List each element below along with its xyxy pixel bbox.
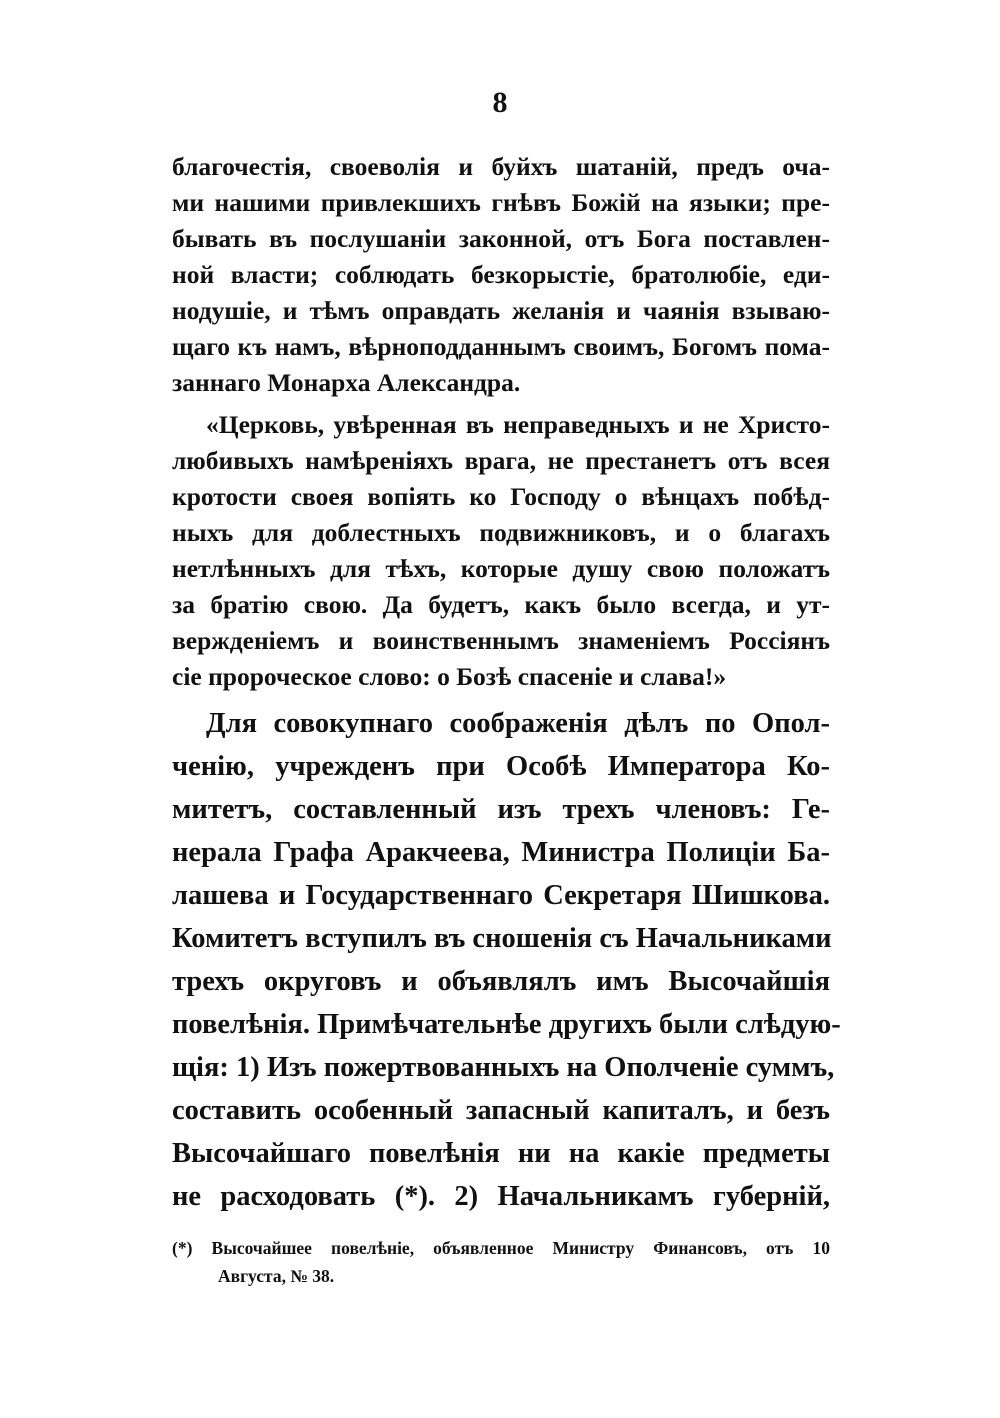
text-line: благочестія, своеволія и буйхъ шатаній, предъ оча-	[172, 152, 830, 181]
text-line: щія: 1) Изъ пожертвованныхъ на Ополченіе суммъ,	[172, 1052, 835, 1083]
text-line: ной власти; соблюдать безкорыстіе, братолюбіе, еди-	[172, 260, 830, 289]
text-line: любивыхъ намѣреніяхъ врага, не престанетъ отъ всея	[172, 446, 830, 475]
text-line: нодушіе, и тѣмъ оправдать желанія и чаянія взываю-	[172, 296, 830, 325]
text-line: бывать въ послушаніи законной, отъ Бога поставлен-	[172, 224, 830, 253]
text-line: не расходовать (*). 2) Начальникамъ губерній,	[172, 1181, 830, 1212]
text-line: за братію свою. Да будетъ, какъ было всегда, и ут-	[172, 590, 830, 619]
text-line: ченію, учрежденъ при Особѣ Императора Ко-	[172, 751, 830, 782]
text-line: трехъ округовъ и объявлялъ имъ Высочайшія	[172, 966, 830, 997]
text-line: щаго къ намъ, вѣрноподданнымъ своимъ, Богомъ пома-	[172, 332, 830, 361]
text-line: Для совокупнаго соображенія дѣлъ по Опол-	[206, 708, 830, 739]
text-line: заннаго Монарха Александра.	[172, 368, 521, 397]
text-line: «Церковь, увѣренная въ неправедныхъ и не Христо-	[206, 410, 830, 439]
text-line: Высочайшаго повелѣнія ни на какіе предметы	[172, 1138, 830, 1169]
text-line: составить особенный запасный капиталъ, и безъ	[172, 1095, 830, 1126]
page-number: 8	[492, 86, 508, 119]
text-line: нерала Графа Аракчеева, Министра Полиціи Ба-	[172, 837, 830, 868]
text-line: нетлѣнныхъ для тѣхъ, которые душу свою положатъ	[172, 554, 830, 583]
text-line: митетъ, составленный изъ трехъ членовъ: Ге-	[172, 794, 830, 825]
text-line: сіе пророческое слово: о Бозѣ спасеніе и слава!»	[172, 662, 727, 691]
text-line: ми нашими привлекшихъ гнѣвъ Божій на языки; пре-	[172, 188, 830, 217]
text-line: вержденіемъ и воинственнымъ знаменіемъ Россіянъ	[172, 626, 830, 655]
text-line: Комитетъ вступилъ въ сношенія съ Начальниками	[172, 923, 832, 954]
footnote-line: Августа, № 38.	[218, 1266, 335, 1286]
footnote-line: (*) Высочайшее повелѣніе, объявленное Министру Финансовъ, отъ 10	[172, 1238, 830, 1258]
text-line: кротости своея вопіять ко Господу о вѣнцахъ побѣд-	[172, 482, 830, 511]
text-line: лашева и Государственнаго Секретаря Шишкова.	[172, 880, 830, 911]
text-line: повелѣнія. Примѣчательнѣе другихъ были слѣдую-	[172, 1009, 841, 1040]
text-line: ныхъ для доблестныхъ подвижниковъ, и о благахъ	[172, 518, 830, 547]
